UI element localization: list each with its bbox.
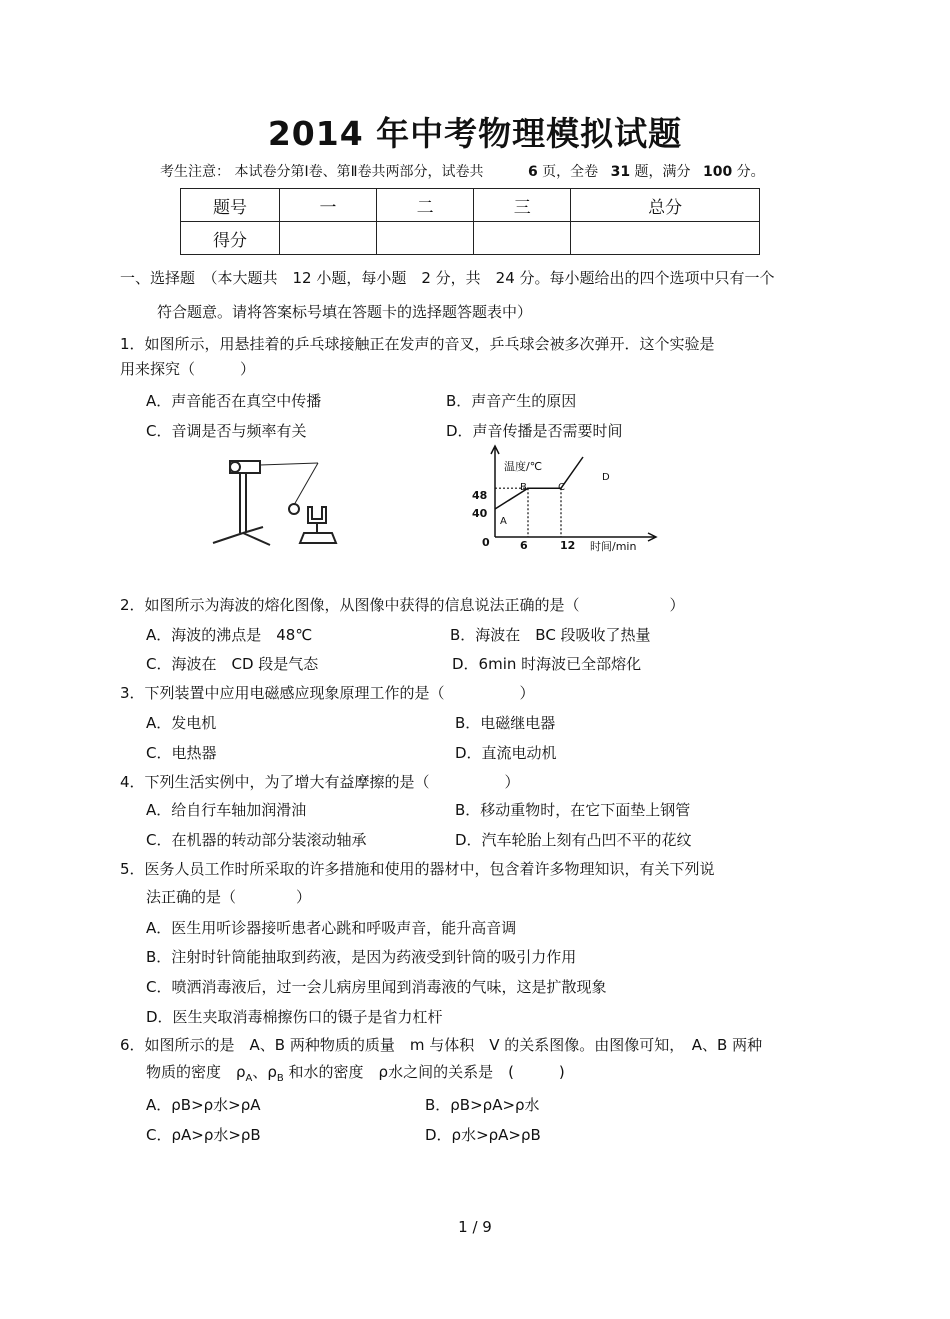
header-cell: 一 [280, 189, 377, 222]
q3-option-d[interactable]: D．直流电动机 [455, 744, 557, 762]
notice-label: 考生注意： [160, 164, 230, 180]
score-table-header-row [181, 189, 760, 222]
graph-point-label: B [520, 482, 527, 493]
q6-sub-b: B [276, 1073, 284, 1084]
header-cell: 二 [377, 189, 474, 222]
graph-point-label: C [558, 482, 565, 493]
q5-option-c[interactable]: C．喷洒消毒液后，过一会儿病房里闻到消毒液的气味，这是扩散现象 [146, 978, 607, 996]
score-cell[interactable] [571, 222, 760, 255]
page-title: 2014 年中考物理模拟试题 [267, 114, 683, 153]
graph-point-label: A [500, 516, 507, 527]
q6-option-a[interactable]: A．ρB>ρ水>ρA [146, 1096, 261, 1114]
q5-option-a[interactable]: A．医生用听诊器接听患者心跳和呼吸声音，能升高音调 [146, 919, 517, 937]
q2-option-c[interactable]: C．海波在 CD 段是气态 [146, 655, 319, 673]
header-cell: 三 [474, 189, 571, 222]
graph-ylabel: 温度/℃ [504, 460, 543, 473]
graph-xlabel: 时间/min [590, 540, 637, 553]
header-cell: 题号 [181, 189, 280, 222]
q3-option-c[interactable]: C．电热器 [146, 744, 217, 762]
q2-option-b[interactable]: B．海波在 BC 段吸收了热量 [450, 626, 651, 644]
page-number: 1 / 9 [458, 1218, 492, 1236]
q6-option-b[interactable]: B．ρB>ρA>ρ水 [425, 1096, 540, 1114]
q5-stem-line2: 法正确的是（ ） [146, 888, 312, 906]
graph-ytick: 48 [472, 489, 488, 502]
score-table [180, 188, 760, 255]
q2-option-d[interactable]: D．6min 时海波已全部熔化 [452, 655, 642, 673]
q1-option-a[interactable]: A．声音能否在真空中传播 [146, 392, 322, 410]
graph-xtick: 12 [560, 539, 576, 552]
q1-option-c[interactable]: C．音调是否与频率有关 [146, 422, 307, 440]
graph-xtick: 6 [520, 539, 528, 552]
notice-questions: 31 [610, 164, 631, 180]
q6-stem-part: 和水的密度 ρ水之间的关系是 ( ) [283, 1063, 565, 1081]
q2-stem: 2．如图所示为海波的熔化图像，从图像中获得的信息说法正确的是（ ） [120, 596, 685, 614]
melting-graph [470, 442, 670, 557]
q6-stem-line1: 6．如图所示的是 A、B 两种物质的质量 m 与体积 V 的关系图像。由图像可知， A、B 两种 [120, 1036, 763, 1054]
q4-stem: 4．下列生活实例中，为了增大有益摩擦的是（ ） [120, 773, 520, 791]
q6-option-c[interactable]: C．ρA>ρ水>ρB [146, 1126, 261, 1144]
notice-score: 100 [702, 164, 733, 180]
score-cell[interactable] [280, 222, 377, 255]
q5-stem-line1: 5．医务人员工作时所采取的许多措施和使用的器材中，包含着许多物理知识，有关下列说 [120, 860, 715, 878]
q6-stem-part: 物质的密度 ρ [146, 1063, 246, 1081]
q6-option-d[interactable]: D．ρ水>ρA>ρB [425, 1126, 541, 1144]
q1-option-b[interactable]: B．声音产生的原因 [446, 392, 577, 410]
score-table-score-row [181, 222, 760, 255]
q6-stem-part: 、ρ [252, 1063, 277, 1081]
graph-ytick: 40 [472, 507, 488, 520]
section1-line1: 一、选择题 （本大题共 12 小题，每小题 2 分，共 24 分。每小题给出的四个选项中只有一个 [120, 269, 775, 287]
q1-stem-line1: 1．如图所示，用悬挂着的乒乓球接触正在发声的音叉，乒乓球会被多次弹开．这个实验是 [120, 335, 715, 353]
q6-stem-line2 [146, 1061, 565, 1084]
q1-stem-line2: 用来探究（ ） [120, 360, 256, 378]
notice-text: 本试卷分第Ⅰ卷、第Ⅱ卷共两部分，试卷共 [234, 164, 484, 180]
q4-option-a[interactable]: A．给自行车轴加润滑油 [146, 801, 307, 819]
q3-option-a[interactable]: A．发电机 [146, 714, 217, 732]
notice-text4: 分。 [736, 164, 765, 180]
q4-option-c[interactable]: C．在机器的转动部分装滚动轴承 [146, 831, 367, 849]
q4-option-b[interactable]: B．移动重物时，在它下面垫上钢管 [455, 801, 691, 819]
q5-option-b[interactable]: B．注射时针筒能抽取到药液，是因为药液受到针筒的吸引力作用 [146, 948, 577, 966]
graph-origin: 0 [482, 536, 490, 549]
q3-stem: 3．下列装置中应用电磁感应现象原理工作的是（ ） [120, 684, 535, 702]
row-label-cell: 得分 [181, 222, 280, 255]
q2-option-a[interactable]: A．海波的沸点是 48℃ [146, 626, 313, 644]
tuning-fork-figure [208, 455, 358, 555]
score-cell[interactable] [474, 222, 571, 255]
notice-text2: 页，全卷 [542, 164, 599, 180]
section1-line2: 符合题意。请将答案标号填在答题卡的选择题答题表中） [157, 303, 533, 321]
score-cell[interactable] [377, 222, 474, 255]
header-cell: 总分 [571, 189, 760, 222]
notice-text3: 题，满分 [634, 164, 691, 180]
q3-option-b[interactable]: B．电磁继电器 [455, 714, 556, 732]
exam-notice [160, 161, 765, 181]
q4-option-d[interactable]: D．汽车轮胎上刻有凸凹不平的花纹 [455, 831, 692, 849]
q6-sub-a: A [245, 1073, 253, 1084]
q1-option-d[interactable]: D．声音传播是否需要时间 [446, 422, 623, 440]
graph-point-label: D [602, 472, 610, 483]
notice-pages: 6 [527, 164, 538, 180]
q5-option-d[interactable]: D．医生夹取消毒棉擦伤口的镊子是省力杠杆 [146, 1008, 443, 1026]
